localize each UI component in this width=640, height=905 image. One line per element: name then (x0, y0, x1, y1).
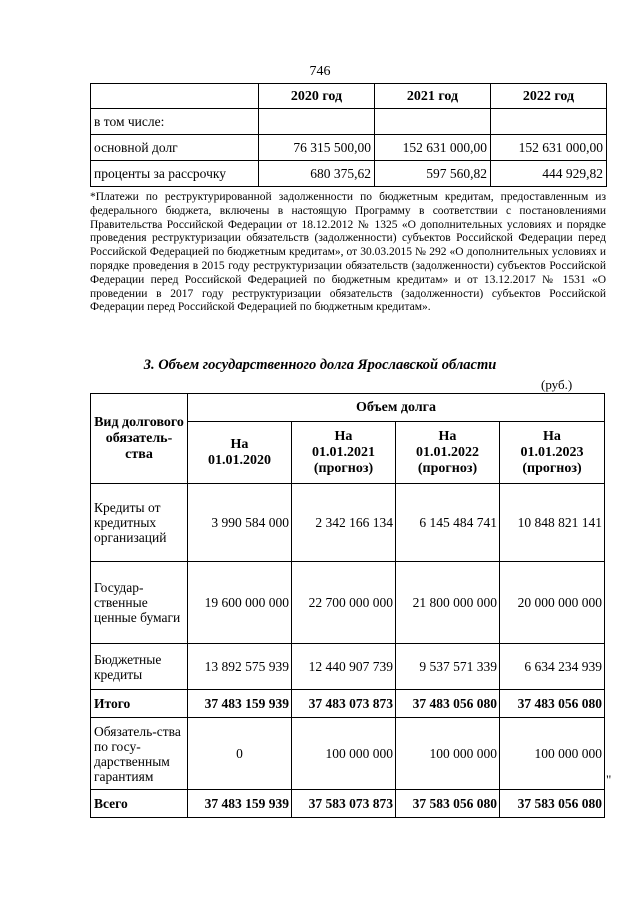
header-cell-2020: 2020 год (259, 84, 375, 109)
table-cell: 152 631 000,00 (375, 135, 491, 161)
table-row (91, 484, 605, 562)
table-row (91, 135, 607, 161)
table-cell (491, 109, 607, 135)
table-cell: 2 342 166 134 (292, 484, 396, 562)
table-cell: 22 700 000 000 (292, 562, 396, 644)
table-cell: 37 483 159 939 (188, 790, 292, 818)
table-header-row (91, 394, 605, 422)
table-cell: 6 634 234 939 (500, 644, 605, 690)
table-cell (259, 109, 375, 135)
table-cell: 20 000 000 000 (500, 562, 605, 644)
row-label: проценты за рассрочку (91, 161, 259, 187)
table-row (91, 109, 607, 135)
page-number: 746 (309, 64, 331, 79)
row-label: Государ-ственные ценные бумаги (91, 562, 188, 644)
section-title: 3. Объем государственного долга Ярославской области (143, 357, 497, 373)
table-row (91, 644, 605, 690)
debt-volume-header: Объем долга (188, 394, 605, 422)
table-cell: 37 483 073 873 (292, 690, 396, 718)
table-cell: 597 560,82 (375, 161, 491, 187)
table-cell: 100 000 000 (500, 718, 605, 790)
table-row (91, 562, 605, 644)
header-cell-2021: 2021 год (375, 84, 491, 109)
table-cell: 37 483 056 080 (396, 690, 500, 718)
table-cell: 37 583 073 873 (292, 790, 396, 818)
table-cell: 37 483 159 939 (188, 690, 292, 718)
table-cell: 444 929,82 (491, 161, 607, 187)
header-cell-empty (91, 84, 259, 109)
table-cell: 76 315 500,00 (259, 135, 375, 161)
table-row (91, 690, 605, 718)
table-cell: 12 440 907 739 (292, 644, 396, 690)
header-cell-2022: 2022 год (491, 84, 607, 109)
table-row (91, 718, 605, 790)
debt-volume-table (90, 393, 605, 818)
table-cell: 10 848 821 141 (500, 484, 605, 562)
table-cell: 680 375,62 (259, 161, 375, 187)
table-cell: 6 145 484 741 (396, 484, 500, 562)
date-header: На 01.01.2021 (прогноз) (292, 422, 396, 484)
table-header-row (91, 84, 607, 109)
row-label: Бюджетные кредиты (91, 644, 188, 690)
table-cell: 3 990 584 000 (188, 484, 292, 562)
payments-table (90, 83, 607, 187)
row-label: основной долг (91, 135, 259, 161)
date-header: На 01.01.2020 (188, 422, 292, 484)
table-cell: 21 800 000 000 (396, 562, 500, 644)
table-cell: 13 892 575 939 (188, 644, 292, 690)
table-cell: 9 537 571 339 (396, 644, 500, 690)
table-row (91, 790, 605, 818)
table-cell: 37 483 056 080 (500, 690, 605, 718)
table-cell: 152 631 000,00 (491, 135, 607, 161)
row-label: Кредиты от кредитных организаций (91, 484, 188, 562)
debt-type-header: Вид долгового обязатель-ства (91, 394, 188, 484)
table-cell (375, 109, 491, 135)
date-header: На 01.01.2023 (прогноз) (500, 422, 605, 484)
row-label: Всего (91, 790, 188, 818)
row-label: Обязатель-ства по госу-дарственным гарантиям (91, 718, 188, 790)
table-cell: 37 583 056 080 (500, 790, 605, 818)
table-cell: 0 (188, 718, 292, 790)
footnote: *Платежи по реструктурированной задолженности по бюджетным кредитам, предоставленным из федерального бюджета, включены в настоящую Программу в соответствии с постановлениями Правительства Российской Федерации от 18.12.2012 № 1325 «О дополнительных условиях и порядке проведения реструктуризации обязательств (задолженности) субъектов Российской Федерации перед Российской Федерацией по бюджетным кредитам», от 30.03.2015 № 292 «О дополнительных условиях и порядке проведения в 2015 году реструктуризации обязательств (задолженности) субъектов Российской Федерации перед Российской Федерацией по бюджетным кредитам» и от 13.12.2017 № 1531 «О проведении в 2017 году реструктуризации обязательств (задолженности) субъектов Российской Федерации перед Российской Федерацией по бюджетным кредитам». (90, 191, 606, 314)
date-header: На 01.01.2022 (прогноз) (396, 422, 500, 484)
table-cell: 37 583 056 080 (396, 790, 500, 818)
unit-label: (руб.) (541, 377, 573, 392)
table-cell: 100 000 000 (292, 718, 396, 790)
closing-quote: " (606, 772, 612, 787)
table-row (91, 161, 607, 187)
table-cell: 19 600 000 000 (188, 562, 292, 644)
row-label: в том числе: (91, 109, 259, 135)
table-cell: 100 000 000 (396, 718, 500, 790)
row-label: Итого (91, 690, 188, 718)
